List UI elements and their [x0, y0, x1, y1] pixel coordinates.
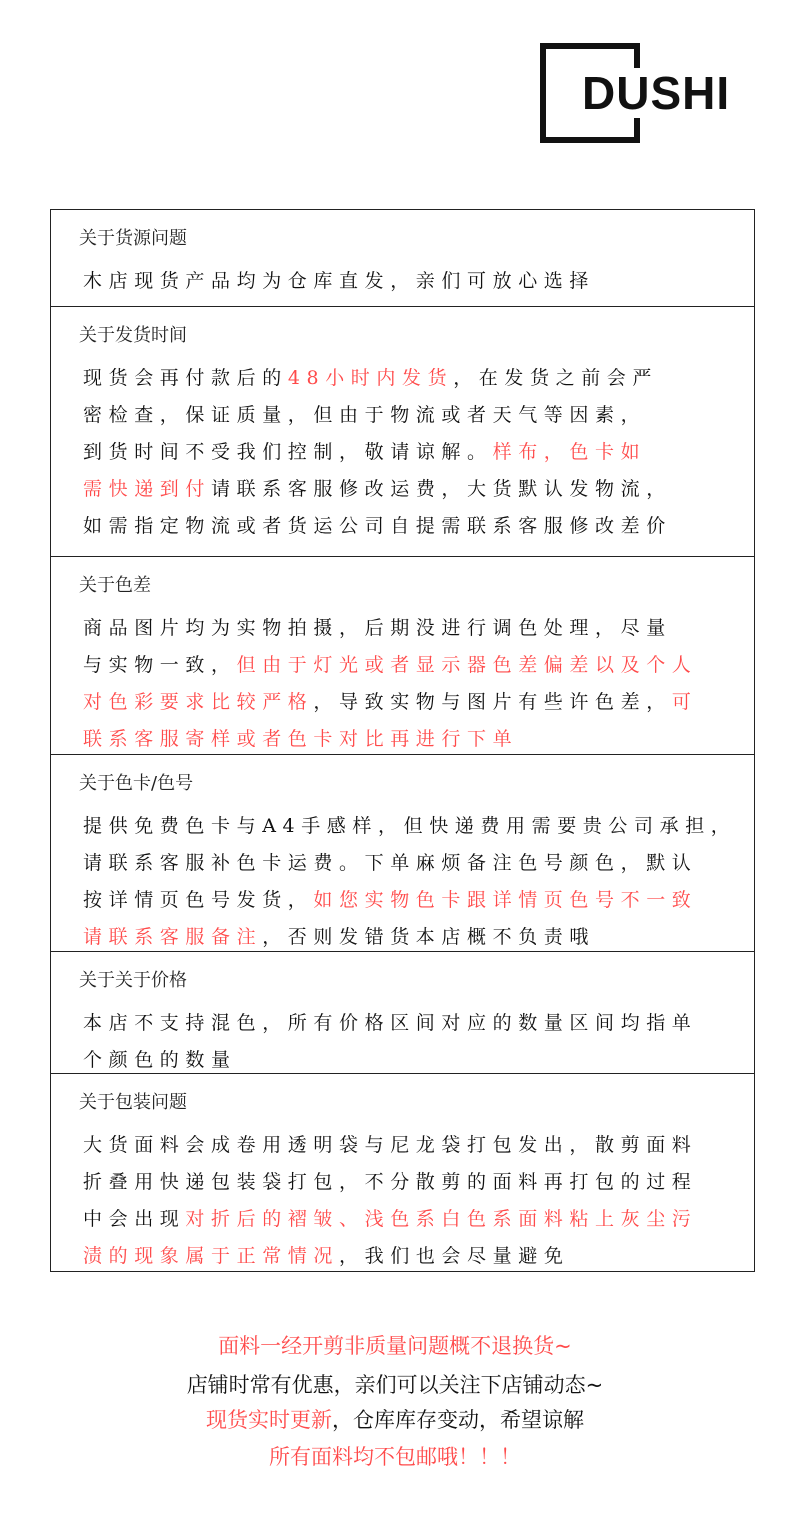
- body-text: 请联系客服补色卡运费。下单麻烦备注色号颜色，默认: [83, 852, 698, 874]
- body-text: 本店不支持混色，所有价格区间对应的数量区间均指单: [83, 1012, 698, 1034]
- dushi-logo: [540, 43, 731, 143]
- highlight-text: 渍的现象属于正常情况: [83, 1245, 340, 1267]
- body-line: [83, 610, 744, 647]
- logo-text: DUSHI: [578, 68, 734, 118]
- body-text: 提供免费色卡与A4手感样，但快递费用需要贵公司承担，: [83, 815, 737, 837]
- section-title: 关于发货时间: [79, 325, 187, 346]
- body-line: [83, 808, 744, 845]
- body-line: [83, 1164, 744, 1201]
- footer-stock-text: ，仓库库存变动，希望谅解: [332, 1408, 584, 1432]
- body-text: 中会出现: [83, 1208, 186, 1230]
- footer-stock-notice: [0, 1404, 790, 1434]
- highlight-text: 样布，色卡如: [492, 441, 647, 463]
- body-line: [83, 1005, 744, 1042]
- footer-shipping-notice: 所有面料均不包邮哦！！！: [269, 1445, 521, 1469]
- body-text: 请联系客服修改运费，大货默认发物流，: [211, 478, 672, 500]
- body-text: 现货会再付款后的: [83, 367, 288, 389]
- body-line: [83, 1201, 744, 1238]
- body-line: [83, 1127, 744, 1164]
- body-text: 商品图片均为实物拍摄，后期没进行调色处理，尽量: [83, 617, 672, 639]
- section-title: 关于色差: [79, 575, 151, 596]
- body-line: [83, 434, 744, 471]
- body-line: [83, 721, 744, 758]
- info-table: [50, 209, 755, 1272]
- highlight-text: 48小时内发货: [287, 367, 454, 389]
- body-text: 大货面料会成卷用透明袋与尼龙袋打包发出，散剪面料: [83, 1134, 698, 1156]
- body-text: 按详情页色号发货，: [83, 889, 314, 911]
- body-text: 密检查，保证质量，但由于物流或者天气等因素，: [83, 404, 647, 426]
- section-title: 关于色卡/色号: [79, 773, 194, 794]
- section-title: 关于包装问题: [79, 1092, 187, 1113]
- highlight-text: 联系客服寄样或者色卡对比再进行下单: [83, 728, 519, 750]
- highlight-text: 但由于灯光或者显示器色差偏差以及个人: [236, 654, 698, 676]
- section-2: [51, 556, 754, 754]
- section-body: [83, 1127, 744, 1275]
- body-line: [83, 471, 744, 508]
- body-text: ，否则发错货本店概不负责哦: [262, 926, 596, 948]
- body-text: ，导致实物与图片有些许色差，: [313, 691, 672, 713]
- section-3: [51, 754, 754, 951]
- body-text: 个颜色的数量: [83, 1049, 237, 1071]
- section-title: 关于关于价格: [79, 970, 187, 991]
- section-title: 关于货源问题: [79, 228, 187, 249]
- section-0: [51, 210, 754, 306]
- highlight-text: 对色彩要求比较严格: [83, 691, 314, 713]
- body-line: [83, 1238, 744, 1275]
- body-line: [83, 508, 744, 545]
- body-line: [83, 397, 744, 434]
- section-body: [83, 263, 744, 300]
- body-text: 与实物一致，: [83, 654, 237, 676]
- body-text: ，在发货之前会严: [453, 367, 659, 389]
- section-body: [83, 360, 744, 545]
- body-text: 到货时间不受我们控制，敬请谅解。: [83, 441, 493, 463]
- section-body: [83, 808, 744, 956]
- body-text: 如需指定物流或者货运公司自提需联系客服修改差价: [83, 515, 672, 537]
- footer-no-return-notice: 面料一经开剪非质量问题概不退换货~: [218, 1334, 572, 1358]
- body-text: 木店现货产品均为仓库直发，亲们可放心选择: [83, 270, 596, 292]
- footer-promo-notice: 店铺时常有优惠，亲们可以关注下店铺动态~: [186, 1373, 604, 1397]
- footer-stock-highlight: 现货实时更新: [206, 1408, 332, 1432]
- highlight-text: 请联系客服备注: [83, 926, 263, 948]
- body-line: [83, 263, 744, 300]
- section-body: [83, 610, 744, 758]
- section-body: [83, 1005, 744, 1079]
- highlight-text: 如您实物色卡跟详情页色号不一致: [313, 889, 698, 911]
- body-text: 折叠用快递包装袋打包，不分散剪的面料再打包的过程: [83, 1171, 698, 1193]
- highlight-text: 对折后的褶皱、浅色系白色系面料粘上灰尘污: [185, 1208, 698, 1230]
- section-4: [51, 951, 754, 1073]
- section-5: [51, 1073, 754, 1271]
- body-line: [83, 647, 744, 684]
- section-1: [51, 306, 754, 556]
- highlight-text: 可: [671, 691, 698, 713]
- body-text: ，我们也会尽量避免: [339, 1245, 570, 1267]
- body-line: [83, 882, 744, 919]
- highlight-text: 需快递到付: [83, 478, 212, 500]
- body-line: [83, 360, 744, 397]
- body-line: [83, 684, 744, 721]
- body-line: [83, 845, 744, 882]
